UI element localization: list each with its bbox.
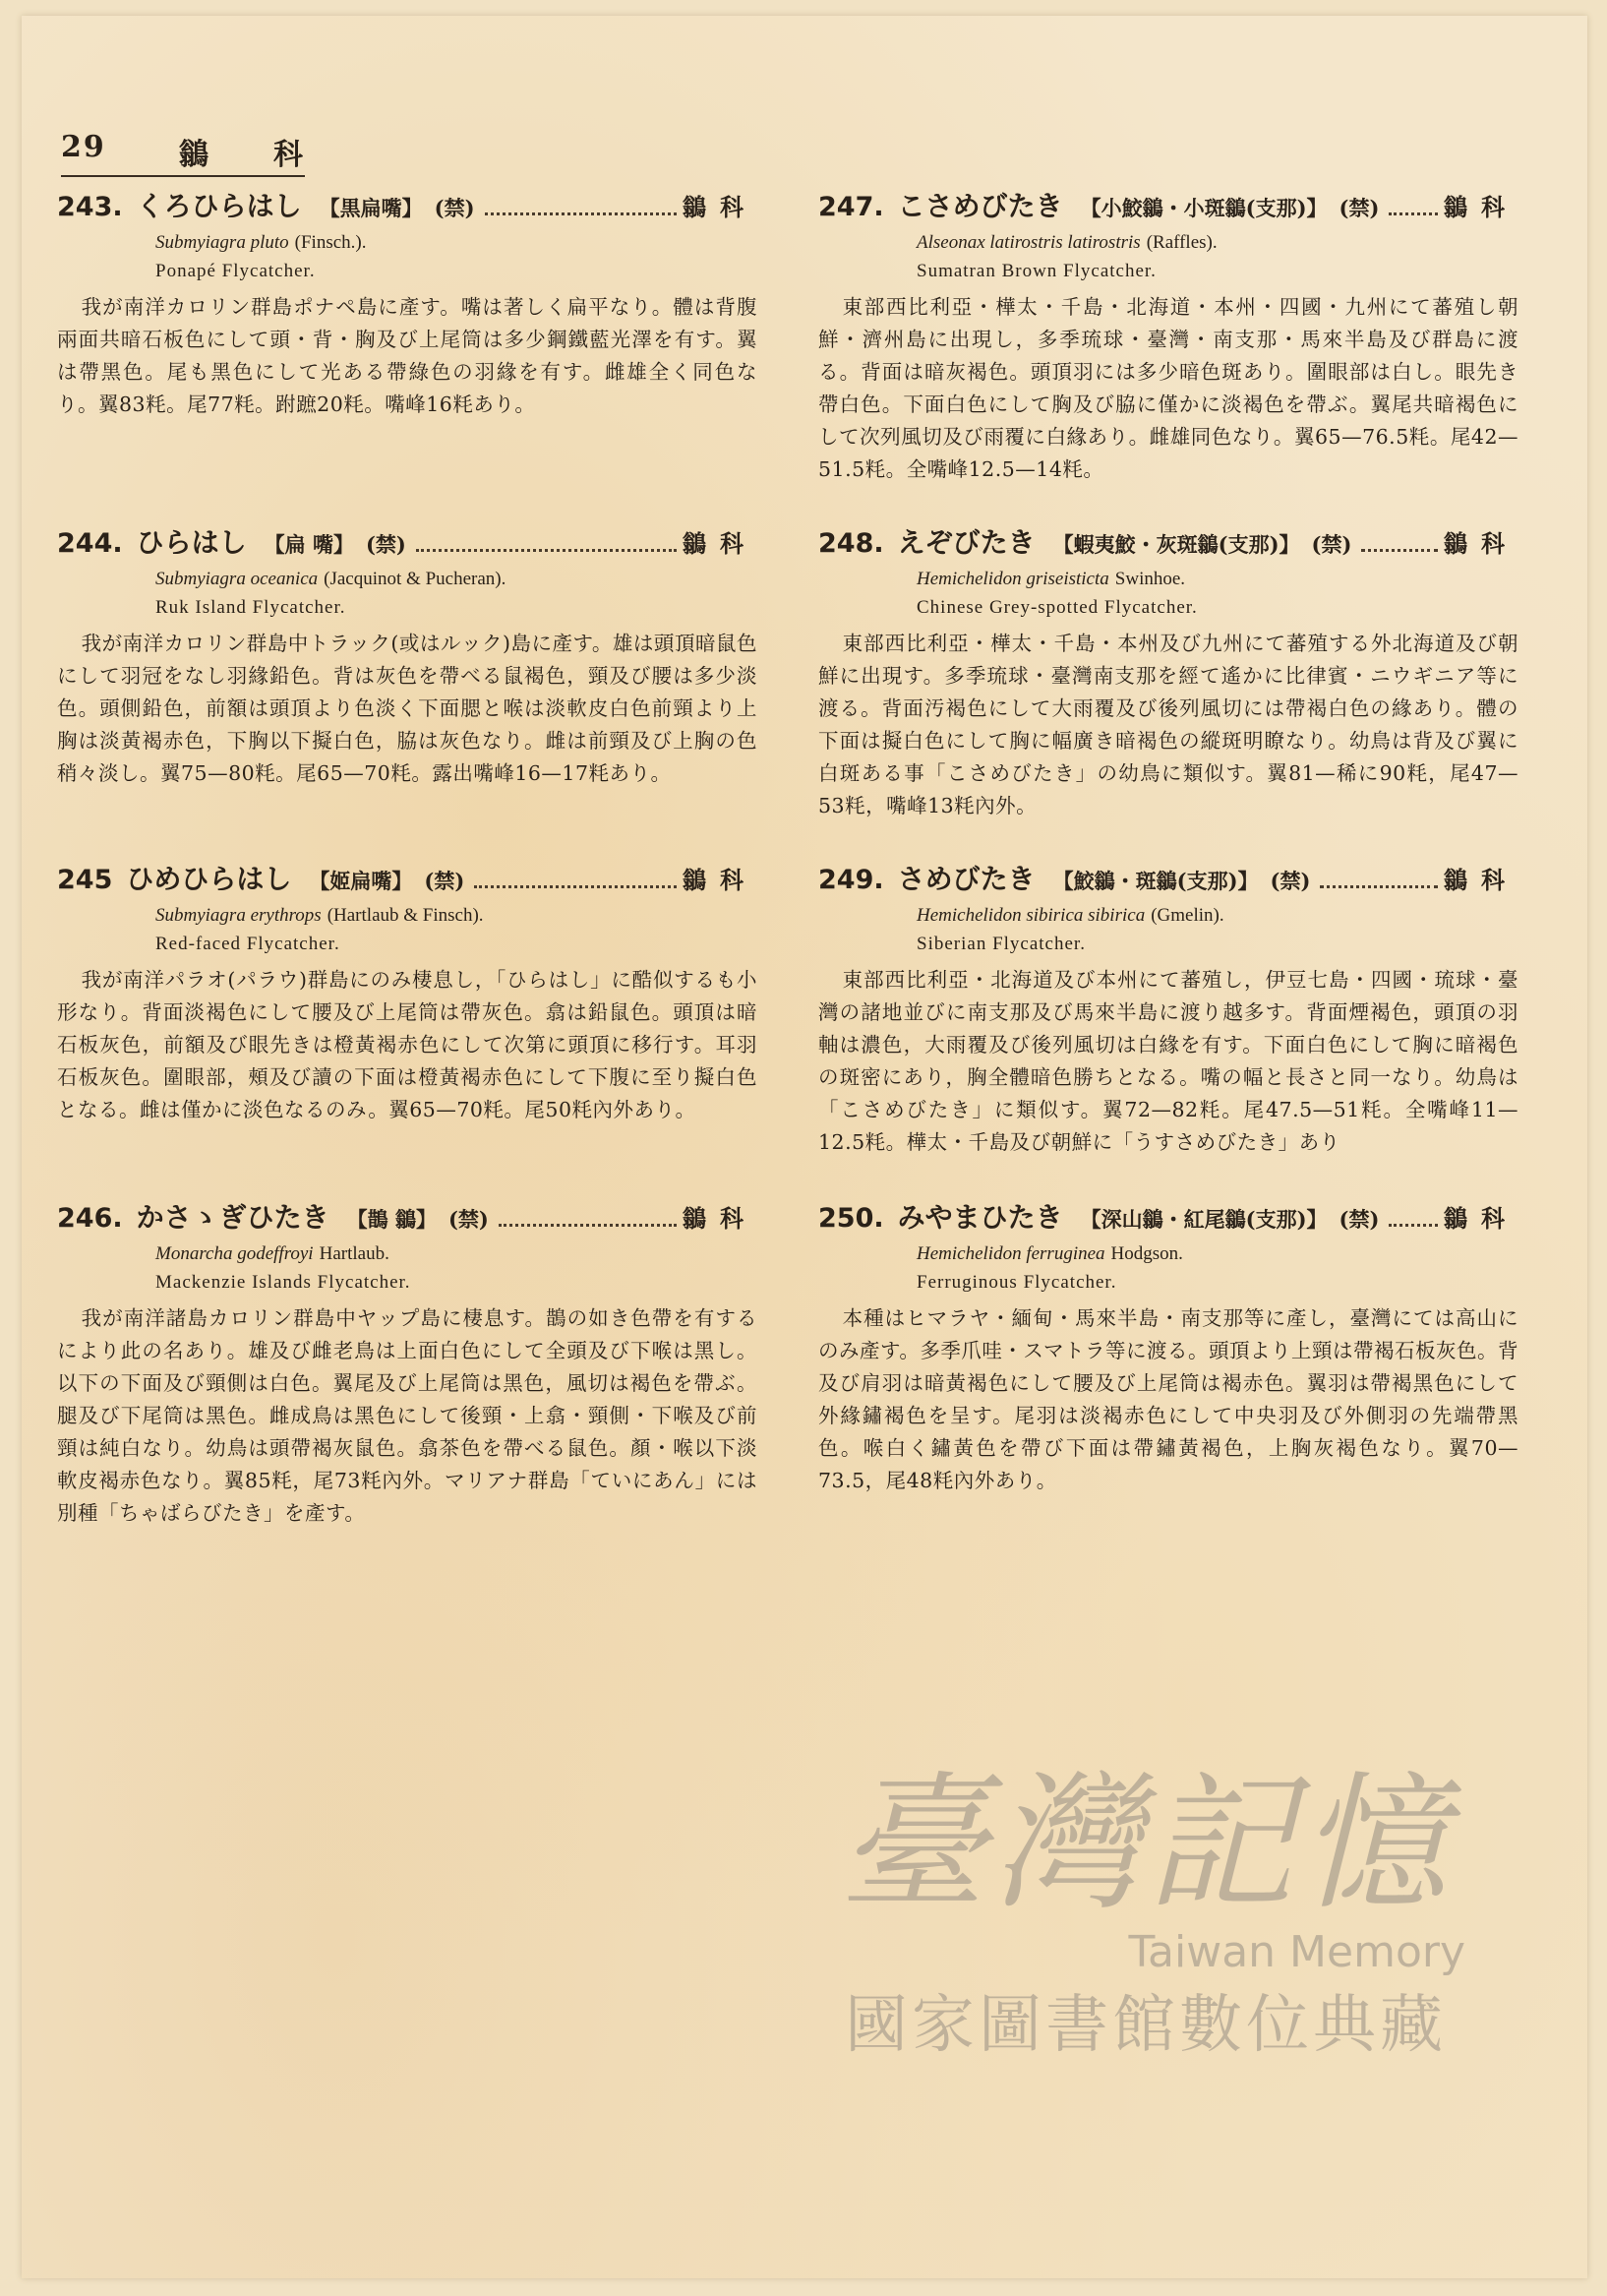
author: Swinhoe. bbox=[1114, 569, 1186, 589]
scientific-name bbox=[155, 901, 757, 931]
description: 東部西比利亞・樺太・千島・北海道・本州・四國・九州にて蕃殖し朝鮮・濟州島に出現し，多季琉球・臺灣・南支那・馬來半島及び群島に渡る。背面は暗灰褐色。頭頂羽には多少暗色斑あり。圍眼部は白し。眼先き帶白色。下面白色にして胸及び脇に僅かに淡褐色を帶ぶ。翼尾共暗褐色にして次列風切及び雨覆に白緣あり。雌雄同色なり。翼65—76.5粍。尾42—51.5粍。全嘴峰12.5—14粍。 bbox=[818, 295, 1518, 481]
scientific-name-text: Alseonax latirostris latirostris bbox=[917, 232, 1141, 253]
japanese-name: ひめひらはし bbox=[126, 863, 292, 895]
leader-dots bbox=[499, 1224, 677, 1227]
description: 我が南洋諸島カロリン群島中ヤップ島に棲息す。鵲の如き色帶を有するにより此の名あり。雄及び雌老鳥は上面白色にして全頭及び下喉は黑し。以下の下面及び頸側は白色。翼尾及び上尾筒は黑色，風切は褐色を帶ぶ。腿及び下尾筒は黑色。雌成鳥は黑色にして後頸・上翕・頸側・下喉及び前頸は純白なり。幼鳥は頭帶褐灰鼠色。翕茶色を帶べる鼠色。顏・喉以下淡軟皮褐赤色なり。翼85粍，尾73粍內外。マリアナ群島「ていにあん」には別種「ちゃばらびたき」を產す。 bbox=[57, 1306, 757, 1525]
kanji-name: 【黒扁嘴】 bbox=[319, 196, 423, 220]
author: (Hartlaub & Finsch). bbox=[327, 905, 484, 926]
page-family-heading: 鶲 科 bbox=[179, 138, 305, 172]
scientific-name-text: Submyiagra pluto bbox=[155, 232, 289, 253]
watermark-title: 臺灣記憶 bbox=[838, 1759, 1453, 1930]
entry-number: 246. bbox=[57, 1203, 123, 1234]
leader-dots bbox=[1361, 549, 1438, 552]
family-name: 鶲科 bbox=[683, 866, 757, 894]
english-name: Siberian Flycatcher. bbox=[917, 934, 1086, 954]
species-entry-247 bbox=[818, 187, 1518, 486]
japanese-name: こさめびたき bbox=[897, 190, 1063, 222]
leader-dots bbox=[416, 549, 677, 552]
author: (Gmelin). bbox=[1151, 905, 1224, 926]
scientific-name bbox=[917, 1239, 1518, 1269]
page-number: 29 bbox=[61, 130, 106, 164]
english-name: Sumatran Brown Flycatcher. bbox=[917, 261, 1157, 281]
author: Hodgson. bbox=[1110, 1243, 1183, 1264]
scientific-name-text: Hemichelidon griseisticta bbox=[917, 569, 1109, 589]
species-entry-248 bbox=[818, 523, 1518, 822]
author: (Finsch.). bbox=[294, 232, 367, 253]
entry-heading bbox=[818, 860, 1518, 901]
entry-number: 245 bbox=[57, 865, 113, 895]
protected-mark: (禁) bbox=[1339, 1207, 1380, 1232]
scientific-name-text: Monarcha godeffroyi bbox=[155, 1243, 314, 1264]
species-entry-249 bbox=[818, 860, 1518, 1159]
author: (Jacquinot & Pucheran). bbox=[324, 569, 506, 589]
kanji-name: 【扁 嘴】 bbox=[264, 532, 354, 557]
japanese-name: さめびたき bbox=[897, 863, 1036, 895]
leader-dots bbox=[485, 212, 677, 215]
family-name: 鶲科 bbox=[1444, 866, 1518, 894]
species-entry-245 bbox=[57, 860, 757, 1126]
scientific-name bbox=[155, 1239, 757, 1269]
description: 本種はヒマラヤ・緬甸・馬來半島・南支那等に產し，臺灣にては高山にのみ產す。多季爪哇・スマトラ等に渡る。頭頂より上頸は帶褐石板灰色。背及び肩羽は暗黃褐色にして腰及び上尾筒は褐赤色。翼羽は帶褐黑色にして外緣鏽褐色を呈す。尾羽は淡褐赤色にして中央羽及び外側羽の先端帶黑色。喉白く鏽黃色を帶び下面は帶鏽黃褐色，上胸灰褐色なり。翼70—73.5，尾48粍內外あり。 bbox=[818, 1306, 1518, 1492]
entry-number: 249. bbox=[818, 865, 884, 895]
kanji-name: 【深山鶲・紅尾鶲(支那)】 bbox=[1080, 1207, 1328, 1232]
protected-mark: (禁) bbox=[1270, 869, 1311, 893]
japanese-name: みやまひたき bbox=[897, 1201, 1063, 1234]
species-entry-246 bbox=[57, 1198, 757, 1530]
kanji-name: 【姬扁嘴】 bbox=[309, 869, 413, 893]
scientific-name-text: Submyiagra oceanica bbox=[155, 569, 319, 589]
entry-number: 243. bbox=[57, 192, 123, 222]
description: 我が南洋カロリン群島ポナペ島に產す。嘴は著しく扁平なり。體は背腹兩面共暗石板色にして頭・背・胸及び上尾筒は多少鋼鐵藍光澤を有す。翼は帶黑色。尾も黑色にして光ある帶綠色の羽緣を有す。雌雄全く同色なり。翼83粍。尾77粍。跗蹠20粍。嘴峰16粍あり。 bbox=[57, 295, 757, 416]
family-name: 鶲科 bbox=[1444, 529, 1518, 558]
kanji-name: 【小鮫鶲・小斑鶲(支那)】 bbox=[1080, 196, 1328, 220]
protected-mark: (禁) bbox=[365, 532, 406, 557]
author: (Raffles). bbox=[1146, 232, 1218, 253]
japanese-name: かさゝぎひたき bbox=[136, 1201, 329, 1234]
english-name: Mackenzie Islands Flycatcher. bbox=[155, 1272, 411, 1293]
japanese-name: ひらはし bbox=[136, 526, 247, 559]
scientific-name bbox=[155, 565, 757, 594]
protected-mark: (禁) bbox=[447, 1207, 489, 1232]
description: 東部西比利亞・北海道及び本州にて蕃殖し，伊豆七島・四國・琉球・臺灣の諸地並びに南支那及び馬來半島に渡り越多す。背面煙褐色，頭頂の羽軸は濃色，大雨覆及び後列風切は白緣を有す。下面白色にして胸に暗褐色の斑密にあり，胸全體暗色勝ちとなる。嘴の幅と長さと同一なり。幼鳥は「こさめびたき」に類似す。翼72—82粍。尾47.5—51粍。全嘴峰11—12.5粍。樺太・千島及び朝鮮に「うすさめびたき」あり bbox=[818, 968, 1518, 1154]
protected-mark: (禁) bbox=[424, 869, 465, 893]
entry-heading bbox=[57, 187, 757, 228]
family-name: 鶲科 bbox=[1444, 193, 1518, 221]
entry-heading bbox=[818, 1198, 1518, 1239]
leader-dots bbox=[1389, 1224, 1438, 1227]
leader-dots bbox=[1389, 212, 1438, 215]
entry-number: 248. bbox=[818, 528, 884, 559]
english-name: Ferruginous Flycatcher. bbox=[917, 1272, 1117, 1293]
description: 我が南洋カロリン群島中トラック(或はルック)島に產す。雄は頭頂暗鼠色にして羽冠をなし羽緣鉛色。背は灰色を帶べる鼠褐色，頸及び腰は多少淡色。頭側鉛色，前額は頭頂より色淡く下面腮と喉は淡軟皮白色前頸より上胸は淡黃褐赤色，下胸以下擬白色，脇は灰色なり。雌は前頸及び上胸の色稍々淡し。翼75—80粍。尾65—70粍。露出嘴峰16—17粍あり。 bbox=[57, 632, 757, 785]
kanji-name: 【蝦夷鮫・灰斑鶲(支那)】 bbox=[1052, 532, 1300, 557]
japanese-name: えぞびたき bbox=[897, 526, 1036, 559]
species-entry-244 bbox=[57, 523, 757, 790]
japanese-name: くろひらはし bbox=[136, 190, 302, 222]
scientific-name bbox=[917, 228, 1518, 258]
entry-heading bbox=[818, 187, 1518, 228]
watermark-subtitle: 國家圖書館數位典藏 bbox=[845, 1989, 1447, 2062]
species-entry-250 bbox=[818, 1198, 1518, 1497]
english-name: Red-faced Flycatcher. bbox=[155, 934, 340, 954]
kanji-name: 【鮫鶲・斑鶲(支那)】 bbox=[1052, 869, 1259, 893]
entry-heading bbox=[818, 523, 1518, 565]
family-name: 鶲科 bbox=[683, 193, 757, 221]
entry-number: 250. bbox=[818, 1203, 884, 1234]
protected-mark: (禁) bbox=[1339, 196, 1380, 220]
taiwan-memory-watermark bbox=[757, 1751, 1534, 2105]
protected-mark: (禁) bbox=[434, 196, 475, 220]
page-header bbox=[61, 130, 305, 177]
scientific-name-text: Submyiagra erythrops bbox=[155, 905, 322, 926]
entry-heading bbox=[57, 860, 757, 901]
entry-heading bbox=[57, 1198, 757, 1239]
scientific-name-text: Hemichelidon sibirica sibirica bbox=[917, 905, 1146, 926]
scientific-name bbox=[917, 565, 1518, 594]
family-name: 鶲科 bbox=[683, 1204, 757, 1233]
protected-mark: (禁) bbox=[1311, 532, 1352, 557]
english-name: Ponapé Flycatcher. bbox=[155, 261, 316, 281]
leader-dots bbox=[1320, 885, 1438, 888]
leader-dots bbox=[474, 885, 677, 888]
scientific-name bbox=[917, 901, 1518, 931]
kanji-name: 【鵲 鶲】 bbox=[346, 1207, 437, 1232]
entry-number: 247. bbox=[818, 192, 884, 222]
species-entry-243 bbox=[57, 187, 757, 421]
scientific-name-text: Hemichelidon ferruginea bbox=[917, 1243, 1105, 1264]
entry-number: 244. bbox=[57, 528, 123, 559]
scientific-name bbox=[155, 228, 757, 258]
description: 東部西比利亞・樺太・千島・本州及び九州にて蕃殖する外北海道及び朝鮮に出現す。多季琉球・臺灣南支那を經て遙かに比律賓・ニウギニア等に渡る。背面汚褐色にして大雨覆及び後列風切には帶褐白色の緣あり。體の下面は擬白色にして胸に幅廣き暗褐色の縱斑明瞭なり。幼鳥は背及び翼に白斑ある事「こさめびたき」の幼鳥に類似す。翼81—稀に90粍，尾47—53粍，嘴峰13粍內外。 bbox=[818, 632, 1518, 817]
family-name: 鶲科 bbox=[1444, 1204, 1518, 1233]
entry-heading bbox=[57, 523, 757, 565]
author: Hartlaub. bbox=[319, 1243, 389, 1264]
description: 我が南洋パラオ(パラウ)群島にのみ棲息し，「ひらはし」に酷似するも小形なり。背面淡褐色にして腰及び上尾筒は帶灰色。翕は鉛鼠色。頭頂は暗石板灰色，前額及び眼先きは橙黃褐赤色にして次第に頭頂に移行す。耳羽石板灰色。圍眼部，頰及び讀の下面は橙黃褐赤色にして下腹に至り擬白色となる。雌は僅かに淡色なるのみ。翼65—70粍。尾50粍內外あり。 bbox=[57, 968, 757, 1121]
watermark-english: Taiwan Memory bbox=[1128, 1927, 1465, 1977]
family-name: 鶲科 bbox=[683, 529, 757, 558]
english-name: Ruk Island Flycatcher. bbox=[155, 597, 346, 618]
english-name: Chinese Grey-spotted Flycatcher. bbox=[917, 597, 1198, 618]
